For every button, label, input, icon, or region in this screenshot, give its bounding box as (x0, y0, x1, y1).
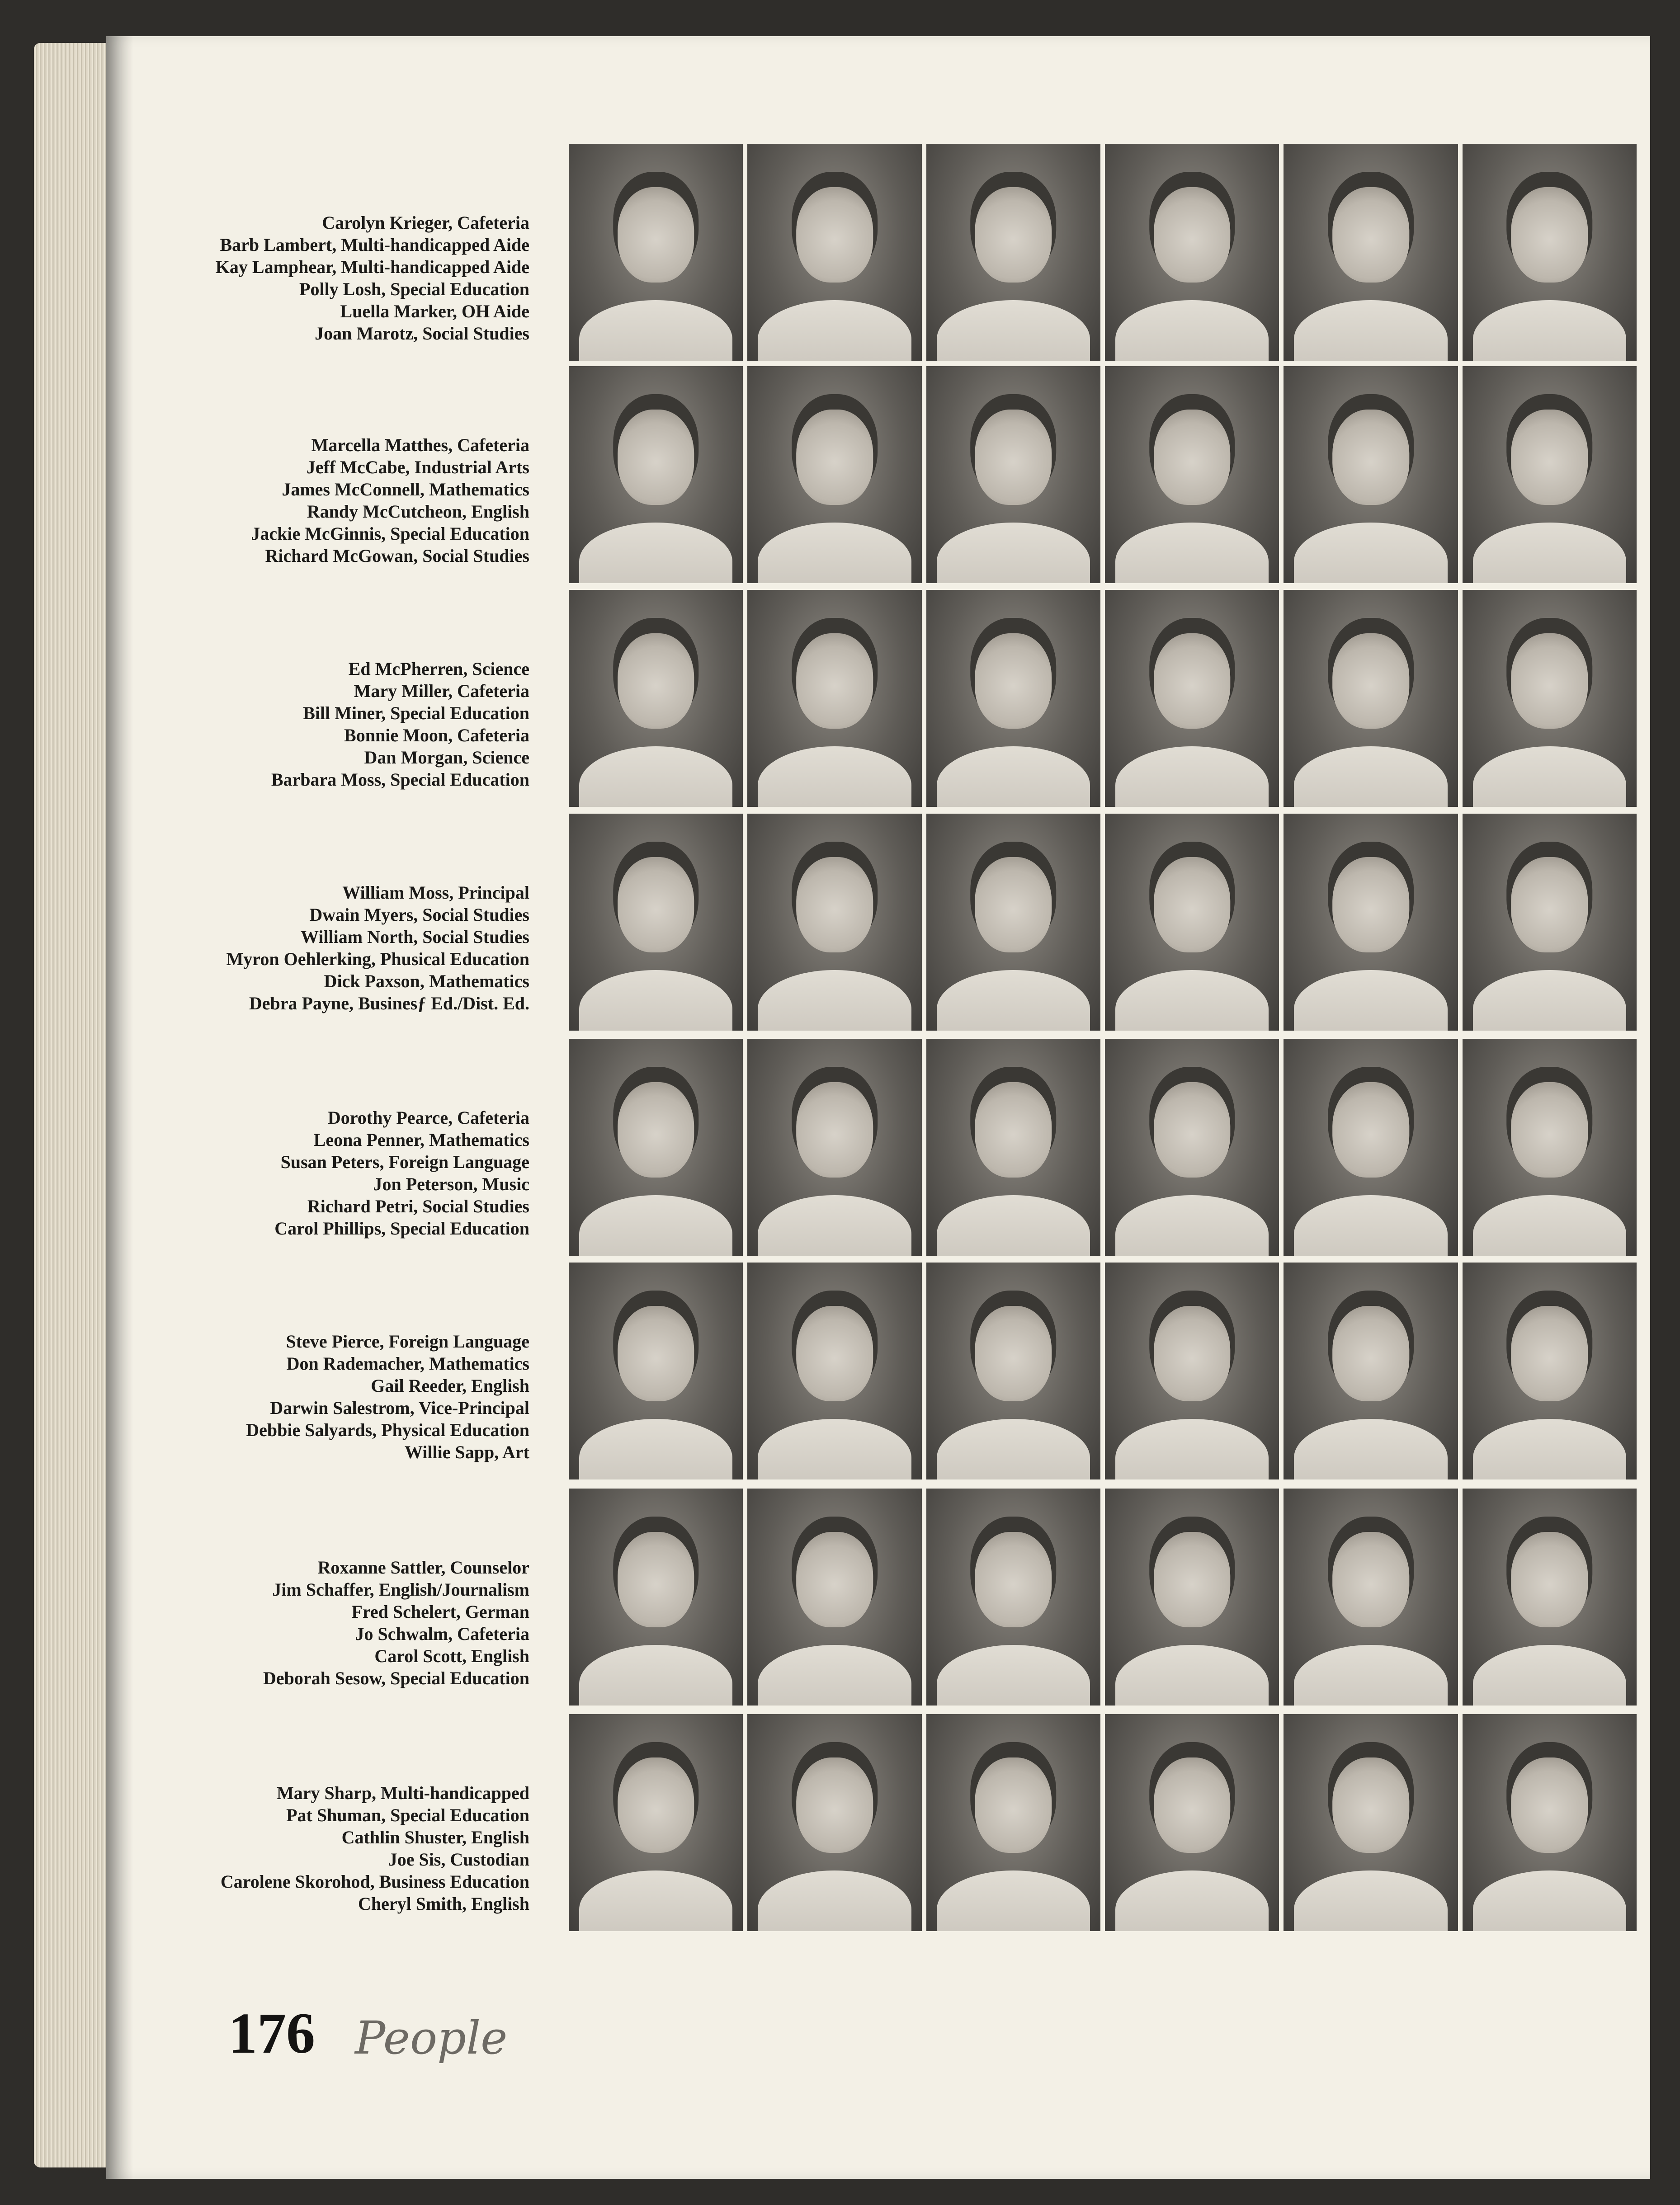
portrait-shoulders (1473, 300, 1626, 361)
portrait-shoulders (937, 300, 1090, 361)
portrait-head (1511, 1082, 1588, 1178)
caption-line: Polly Losh, Special Education (299, 279, 529, 299)
caption-line: Ed McPherren, Science (348, 659, 529, 679)
caption-line: Debbie Salyards, Physical Education (246, 1420, 529, 1440)
portrait-photo (569, 814, 743, 1031)
portrait-photo (747, 1714, 921, 1931)
caption-line: Joe Sis, Custodian (388, 1849, 529, 1870)
portrait-shoulders (579, 970, 732, 1031)
portrait-head (975, 1306, 1052, 1401)
portrait-photo (1105, 1263, 1279, 1479)
caption-line: Deborah Sesow, Special Education (263, 1668, 529, 1688)
page-number: 176 (228, 2001, 315, 2065)
portrait-strip (569, 1039, 1637, 1256)
portrait-shoulders (758, 1870, 911, 1931)
portrait-head (975, 187, 1052, 283)
portrait-head (796, 1306, 873, 1401)
portrait-shoulders (1473, 1195, 1626, 1256)
portrait-shoulders (1294, 746, 1447, 807)
portrait-shoulders (579, 300, 732, 361)
portrait-photo (1463, 590, 1637, 807)
portrait-head (1332, 1306, 1409, 1401)
portrait-shoulders (1294, 1419, 1447, 1479)
portrait-shoulders (1473, 1645, 1626, 1706)
portrait-strip (569, 1489, 1637, 1706)
portrait-photo (1463, 366, 1637, 583)
caption-line: Don Rademacher, Mathematics (286, 1353, 529, 1374)
section-title: People (355, 2012, 508, 2064)
portrait-photo (569, 144, 743, 361)
portrait-strip (569, 814, 1637, 1031)
caption-line: Mary Miller, Cafeteria (354, 681, 529, 701)
portrait-shoulders (579, 746, 732, 807)
portrait-photo (1463, 1263, 1637, 1479)
caption-line: Barb Lambert, Multi-handicapped Aide (220, 235, 529, 255)
portrait-shoulders (1115, 523, 1269, 583)
portrait-shoulders (1473, 1870, 1626, 1931)
caption-line: Bill Miner, Special Education (303, 703, 529, 723)
portrait-shoulders (579, 1870, 732, 1931)
caption-line: Kay Lamphear, Multi-handicapped Aide (215, 257, 529, 277)
staff-row (0, 366, 1680, 583)
staff-row (0, 814, 1680, 1031)
portrait-head (618, 1532, 694, 1627)
portrait-shoulders (1473, 746, 1626, 807)
portrait-head (1511, 633, 1588, 729)
portrait-head (1154, 1532, 1231, 1627)
portrait-head (1332, 1532, 1409, 1627)
caption-line: Bonnie Moon, Cafeteria (344, 725, 529, 745)
portrait-shoulders (1115, 1645, 1269, 1706)
portrait-photo (747, 366, 921, 583)
portrait-photo (1105, 144, 1279, 361)
portrait-shoulders (1294, 523, 1447, 583)
portrait-photo (926, 814, 1100, 1031)
portrait-photo (1463, 144, 1637, 361)
portrait-photo (569, 1263, 743, 1479)
portrait-head (1511, 410, 1588, 505)
caption-line: William North, Social Studies (301, 927, 529, 947)
portrait-head (1332, 1757, 1409, 1853)
portrait-head (1511, 1757, 1588, 1853)
name-caption (77, 434, 529, 567)
staff-row (0, 1039, 1680, 1256)
caption-line: Roxanne Sattler, Counselor (317, 1557, 529, 1578)
caption-line: Carolyn Krieger, Cafeteria (322, 212, 529, 233)
caption-line: Randy McCutcheon, English (307, 501, 529, 522)
portrait-head (975, 410, 1052, 505)
portrait-head (796, 1757, 873, 1853)
portrait-head (618, 1757, 694, 1853)
portrait-shoulders (1473, 1419, 1626, 1479)
staff-row (0, 1714, 1680, 1931)
portrait-head (1154, 187, 1231, 283)
portrait-photo (926, 366, 1100, 583)
portrait-photo (569, 366, 743, 583)
portrait-shoulders (758, 300, 911, 361)
portrait-shoulders (1294, 1645, 1447, 1706)
caption-line: Leona Penner, Mathematics (313, 1130, 529, 1150)
portrait-photo (569, 1714, 743, 1931)
name-caption (77, 658, 529, 791)
portrait-head (1332, 187, 1409, 283)
portrait-head (1154, 1757, 1231, 1853)
portrait-head (618, 1306, 694, 1401)
portrait-head (975, 857, 1052, 952)
caption-line: Jon Peterson, Music (373, 1174, 529, 1194)
portrait-shoulders (758, 1645, 911, 1706)
portrait-shoulders (1473, 970, 1626, 1031)
portrait-strip (569, 366, 1637, 583)
caption-line: Jeff McCabe, Industrial Arts (306, 457, 529, 477)
portrait-head (975, 1532, 1052, 1627)
caption-line: Richard McGowan, Social Studies (265, 546, 529, 566)
portrait-shoulders (1294, 1870, 1447, 1931)
portrait-photo (926, 590, 1100, 807)
portrait-head (1154, 633, 1231, 729)
caption-line: Steve Pierce, Foreign Language (286, 1331, 529, 1352)
portrait-shoulders (1115, 1419, 1269, 1479)
portrait-head (796, 187, 873, 283)
caption-line: Joan Marotz, Social Studies (315, 323, 529, 344)
portrait-photo (569, 1039, 743, 1256)
portrait-head (796, 633, 873, 729)
portrait-shoulders (579, 1195, 732, 1256)
portrait-photo (1463, 814, 1637, 1031)
caption-line: Cheryl Smith, English (358, 1894, 529, 1914)
name-caption (77, 212, 529, 344)
portrait-shoulders (1115, 300, 1269, 361)
portrait-head (796, 410, 873, 505)
portrait-photo (569, 1489, 743, 1706)
portrait-shoulders (1473, 523, 1626, 583)
caption-line: Fred Schelert, German (351, 1602, 529, 1622)
portrait-shoulders (1294, 300, 1447, 361)
staff-row (0, 1263, 1680, 1479)
caption-line: Darwin Salestrom, Vice-Principal (270, 1398, 529, 1418)
portrait-head (618, 187, 694, 283)
portrait-photo (926, 1714, 1100, 1931)
portrait-photo (926, 1263, 1100, 1479)
portrait-head (796, 1532, 873, 1627)
portrait-shoulders (579, 523, 732, 583)
portrait-shoulders (758, 970, 911, 1031)
portrait-photo (747, 590, 921, 807)
caption-line: Gail Reeder, English (371, 1376, 529, 1396)
portrait-shoulders (937, 1419, 1090, 1479)
caption-line: Debra Payne, Businesƒ Ed./Dist. Ed. (249, 993, 529, 1013)
portrait-photo (1105, 814, 1279, 1031)
portrait-photo (1105, 1714, 1279, 1931)
portrait-head (618, 1082, 694, 1178)
portrait-photo (747, 1039, 921, 1256)
caption-line: Dwain Myers, Social Studies (309, 905, 529, 925)
name-caption (77, 1107, 529, 1239)
portrait-photo (1284, 1714, 1458, 1931)
portrait-strip (569, 590, 1637, 807)
portrait-photo (1284, 814, 1458, 1031)
portrait-shoulders (937, 1195, 1090, 1256)
portrait-shoulders (579, 1419, 732, 1479)
portrait-photo (1463, 1489, 1637, 1706)
portrait-photo (747, 144, 921, 361)
caption-line: Luella Marker, OH Aide (340, 301, 529, 321)
caption-line: Richard Petri, Social Studies (307, 1196, 529, 1216)
caption-line: Pat Shuman, Special Education (286, 1805, 529, 1825)
portrait-head (1154, 410, 1231, 505)
portrait-shoulders (1115, 970, 1269, 1031)
portrait-head (975, 1082, 1052, 1178)
portrait-shoulders (937, 523, 1090, 583)
portrait-head (1154, 857, 1231, 952)
portrait-head (1511, 1306, 1588, 1401)
portrait-photo (747, 1263, 921, 1479)
name-caption (77, 1782, 529, 1915)
portrait-photo (1284, 366, 1458, 583)
portrait-shoulders (1115, 1870, 1269, 1931)
portrait-shoulders (1294, 970, 1447, 1031)
portrait-shoulders (1294, 1195, 1447, 1256)
caption-line: Dan Morgan, Science (364, 747, 529, 768)
portrait-photo (747, 1489, 921, 1706)
portrait-photo (926, 1039, 1100, 1256)
caption-line: Mary Sharp, Multi-handicapped (277, 1783, 529, 1803)
caption-line: James McConnell, Mathematics (282, 479, 529, 499)
portrait-head (1154, 1306, 1231, 1401)
name-caption (77, 1556, 529, 1689)
caption-line: Jim Schaffer, English/Journalism (272, 1579, 529, 1600)
portrait-shoulders (1115, 746, 1269, 807)
portrait-head (618, 633, 694, 729)
portrait-head (975, 633, 1052, 729)
staff-row (0, 144, 1680, 361)
portrait-head (1332, 857, 1409, 952)
caption-line: Barbara Moss, Special Education (271, 769, 529, 790)
portrait-photo (1284, 590, 1458, 807)
portrait-photo (1105, 590, 1279, 807)
caption-line: Jackie McGinnis, Special Education (251, 523, 529, 544)
portrait-head (975, 1757, 1052, 1853)
portrait-photo (1463, 1039, 1637, 1256)
portrait-shoulders (1115, 1195, 1269, 1256)
portrait-strip (569, 1714, 1637, 1931)
portrait-head (618, 857, 694, 952)
portrait-photo (569, 590, 743, 807)
portrait-head (1511, 187, 1588, 283)
portrait-photo (747, 814, 921, 1031)
portrait-photo (1284, 1263, 1458, 1479)
staff-row (0, 1489, 1680, 1706)
caption-line: Carol Scott, English (374, 1646, 529, 1666)
name-caption (77, 881, 529, 1014)
portrait-shoulders (758, 523, 911, 583)
portrait-shoulders (937, 746, 1090, 807)
portrait-strip (569, 144, 1637, 361)
portrait-head (1154, 1082, 1231, 1178)
portrait-head (1511, 1532, 1588, 1627)
portrait-photo (1463, 1714, 1637, 1931)
portrait-photo (1284, 1489, 1458, 1706)
portrait-strip (569, 1263, 1637, 1479)
portrait-head (796, 1082, 873, 1178)
portrait-photo (1105, 1039, 1279, 1256)
portrait-photo (926, 1489, 1100, 1706)
caption-line: William Moss, Principal (342, 882, 529, 903)
portrait-head (1332, 633, 1409, 729)
portrait-photo (926, 144, 1100, 361)
caption-line: Carol Phillips, Special Education (274, 1218, 529, 1239)
portrait-head (1332, 410, 1409, 505)
caption-line: Jo Schwalm, Cafeteria (355, 1624, 529, 1644)
caption-line: Carolene Skorohod, Business Education (220, 1871, 529, 1892)
caption-line: Willie Sapp, Art (405, 1442, 529, 1462)
portrait-photo (1105, 366, 1279, 583)
name-caption (77, 1330, 529, 1463)
portrait-photo (1284, 144, 1458, 361)
portrait-photo (1284, 1039, 1458, 1256)
portrait-head (1332, 1082, 1409, 1178)
caption-line: Dorothy Pearce, Cafeteria (327, 1107, 529, 1128)
portrait-shoulders (937, 970, 1090, 1031)
portrait-shoulders (758, 1419, 911, 1479)
caption-line: Dick Paxson, Mathematics (324, 971, 529, 991)
portrait-head (1511, 857, 1588, 952)
portrait-shoulders (579, 1645, 732, 1706)
portrait-shoulders (937, 1645, 1090, 1706)
caption-line: Susan Peters, Foreign Language (280, 1152, 529, 1172)
portrait-photo (1105, 1489, 1279, 1706)
caption-line: Cathlin Shuster, English (341, 1827, 529, 1847)
portrait-shoulders (758, 746, 911, 807)
portrait-shoulders (758, 1195, 911, 1256)
caption-line: Myron Oehlerking, Phusical Education (226, 949, 529, 969)
staff-row (0, 590, 1680, 807)
portrait-head (618, 410, 694, 505)
portrait-head (796, 857, 873, 952)
portrait-shoulders (937, 1870, 1090, 1931)
caption-line: Marcella Matthes, Cafeteria (311, 435, 529, 455)
